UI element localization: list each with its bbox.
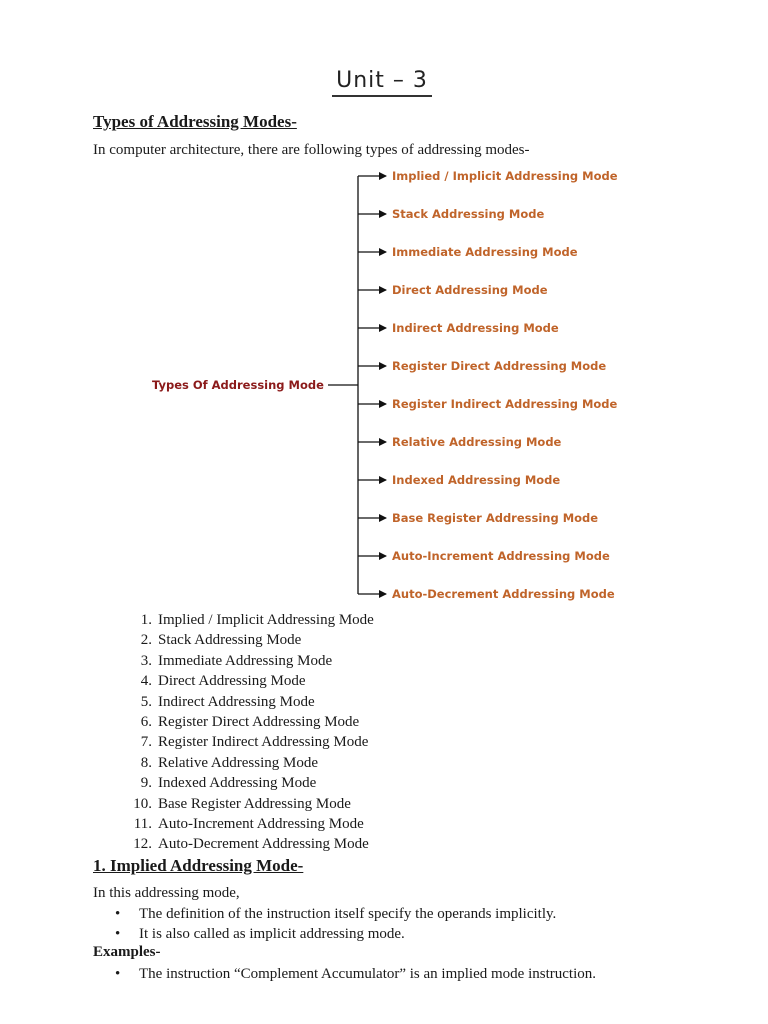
list-item: [128, 692, 374, 712]
list-number: 12.: [133, 836, 152, 853]
list-item: [115, 904, 556, 924]
list-text: Indexed Addressing Mode: [158, 775, 317, 792]
list-number: 1.: [140, 612, 152, 628]
list-number: 7.: [140, 734, 152, 751]
unit-title: [0, 68, 768, 97]
addressing-modes-diagram: [0, 160, 768, 610]
unit-title-text: Unit – 3: [332, 68, 432, 97]
examples-label: Examples-: [93, 944, 161, 960]
list-text: Register Indirect Addressing Mode: [158, 734, 369, 751]
bullet-dot-icon: •: [115, 966, 121, 982]
diagram-root-label: Types Of Addressing Mode: [152, 378, 324, 392]
list-text: Base Register Addressing Mode: [158, 795, 351, 812]
list-item: [128, 732, 374, 752]
branch-label: Indexed Addressing Mode: [392, 473, 561, 487]
list-text: Indirect Addressing Mode: [158, 693, 315, 710]
list-text: Auto-Decrement Addressing Mode: [158, 836, 369, 853]
list-number: 9.: [140, 775, 152, 792]
list-number: 5.: [140, 693, 152, 710]
implied-heading: 1. Implied Addressing Mode-: [93, 856, 304, 875]
bullet-dot-icon: •: [115, 926, 121, 943]
list-item: [115, 924, 556, 944]
branch-label: Register Indirect Addressing Mode: [392, 397, 618, 411]
list-number: 3.: [140, 652, 152, 669]
list-item: [128, 753, 374, 773]
diagram-branches: [358, 169, 618, 601]
branch-label: Base Register Addressing Mode: [392, 511, 599, 525]
list-item: [128, 773, 374, 793]
branch-label: Implied / Implicit Addressing Mode: [392, 169, 618, 183]
list-item: [128, 610, 374, 630]
list-text: Stack Addressing Mode: [158, 632, 302, 649]
list-number: 8.: [140, 754, 152, 771]
list-item: [128, 712, 374, 732]
list-number: 11.: [133, 815, 152, 832]
list-item: [128, 794, 374, 814]
list-number: 6.: [140, 713, 152, 730]
bullet-dot-icon: •: [115, 906, 121, 922]
example-bullets: [115, 964, 596, 984]
implied-bullets: [115, 904, 556, 945]
branch-label: Indirect Addressing Mode: [392, 321, 559, 335]
list-text: Implied / Implicit Addressing Mode: [158, 612, 374, 628]
list-item: [128, 671, 374, 691]
bullet-text: The instruction “Complement Accumulator” is an implied mode instruction.: [139, 966, 596, 982]
list-text: Immediate Addressing Mode: [158, 652, 333, 669]
bullet-text: The definition of the instruction itself specify the operands implicitly.: [139, 906, 557, 922]
numbered-modes-list: [128, 610, 374, 855]
implied-intro: In this addressing mode,: [93, 885, 240, 901]
list-number: 10.: [133, 795, 152, 812]
list-number: 4.: [140, 673, 152, 690]
branch-label: Stack Addressing Mode: [392, 207, 545, 221]
list-number: 2.: [140, 632, 152, 649]
list-text: Direct Addressing Mode: [158, 673, 306, 690]
list-item: [128, 651, 374, 671]
list-item: [128, 834, 374, 854]
bullet-text: It is also called as implicit addressing mode.: [139, 926, 405, 943]
list-item: [128, 630, 374, 650]
list-text: Auto-Increment Addressing Mode: [158, 815, 364, 832]
branch-label: Relative Addressing Mode: [392, 435, 562, 449]
branch-label: Immediate Addressing Mode: [392, 245, 578, 259]
branch-label: Register Direct Addressing Mode: [392, 359, 607, 373]
list-text: Relative Addressing Mode: [158, 754, 318, 771]
branch-label: Auto-Decrement Addressing Mode: [392, 587, 615, 601]
branch-label: Auto-Increment Addressing Mode: [392, 549, 610, 563]
intro-paragraph: In computer architecture, there are following types of addressing modes-: [93, 142, 530, 158]
list-text: Register Direct Addressing Mode: [158, 713, 360, 730]
branch-label: Direct Addressing Mode: [392, 283, 548, 297]
section-heading: Types of Addressing Modes-: [93, 112, 297, 131]
list-item: [115, 964, 596, 984]
list-item: [128, 814, 374, 834]
